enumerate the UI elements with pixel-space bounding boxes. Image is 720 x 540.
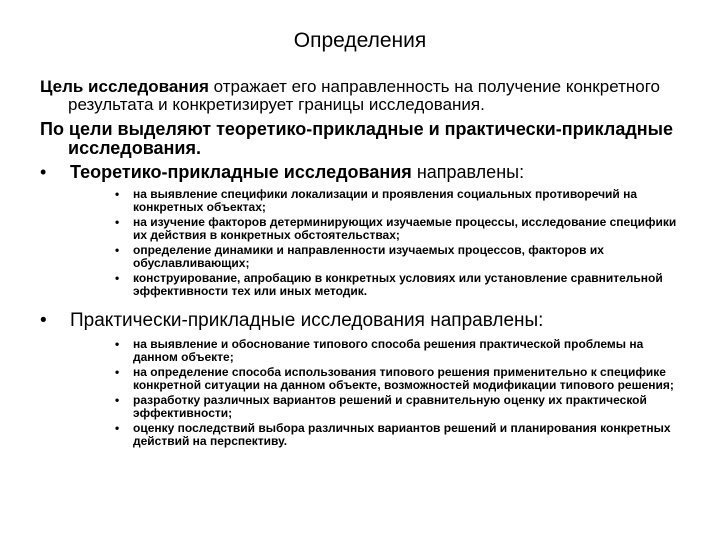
list-item [112, 216, 682, 242]
list-item [112, 272, 682, 298]
list-item [112, 244, 682, 270]
bullet-icon: • [115, 215, 120, 229]
theoretical-list [112, 188, 682, 298]
list-item-text: определение динамики и направленности изучаемых процессов, факторов их обуславливающих; [133, 243, 604, 270]
list-item [112, 366, 682, 392]
list-item-text: разработку различных вариантов решений и сравнительную оценку их практической эффективности; [133, 393, 647, 420]
classification-paragraph: По цели выделяют теоретико-прикладные и практически-прикладные исследования. [40, 119, 674, 158]
bullet-icon: • [40, 310, 47, 331]
bullet-icon: • [115, 243, 120, 257]
list-item [112, 422, 682, 448]
bullet-icon: • [115, 187, 120, 201]
section-rest: направлены: [424, 310, 544, 331]
slide-content [40, 78, 690, 460]
list-item [112, 338, 682, 364]
list-item-text: оценку последствий выбора различных вариантов решений и планирования конкретных действий на перспективу. [133, 421, 671, 448]
list-item [112, 188, 682, 214]
section-theoretical-heading [40, 162, 690, 182]
section-term: Теоретико-прикладные исследования [70, 162, 412, 182]
practical-list [112, 338, 682, 448]
bullet-icon: • [115, 393, 120, 407]
bullet-icon: • [115, 421, 120, 435]
bullet-icon: • [40, 162, 47, 182]
slide-title: Определения [293, 29, 427, 52]
section-rest: направлены: [411, 162, 525, 182]
list-item-text: на выявление специфики локализации и проявления социальных противоречий на конкретных объектах; [133, 187, 638, 214]
definition-term: Цель исследования [40, 77, 209, 96]
definition-paragraph [40, 78, 690, 114]
list-item-text: конструирование, апробацию в конкретных условиях или установление сравнительной эффективности тех или иных методик. [133, 271, 663, 298]
definition-text: отражает его направленность на получение конкретного результата и конкретизирует границы исследования. [68, 77, 661, 114]
list-item-text: на выявление и обоснование типового способа решения практической проблемы на данном объекте; [133, 337, 644, 364]
bullet-icon: • [115, 271, 120, 285]
list-item-text: на изучение факторов детерминирующих изучаемые процессы, исследование специфики их действия в конкретных обстоятельствах; [133, 215, 677, 242]
section-practical-heading [40, 310, 690, 332]
list-item [112, 394, 682, 420]
list-item-text: на определение способа использования типового решения применительно к специфике конкретной ситуации на данном объекте, возможностей модификации типового решения; [133, 365, 674, 392]
section-term: Практически-прикладные исследования [70, 310, 425, 331]
bullet-icon: • [115, 365, 120, 379]
bullet-icon: • [115, 337, 120, 351]
